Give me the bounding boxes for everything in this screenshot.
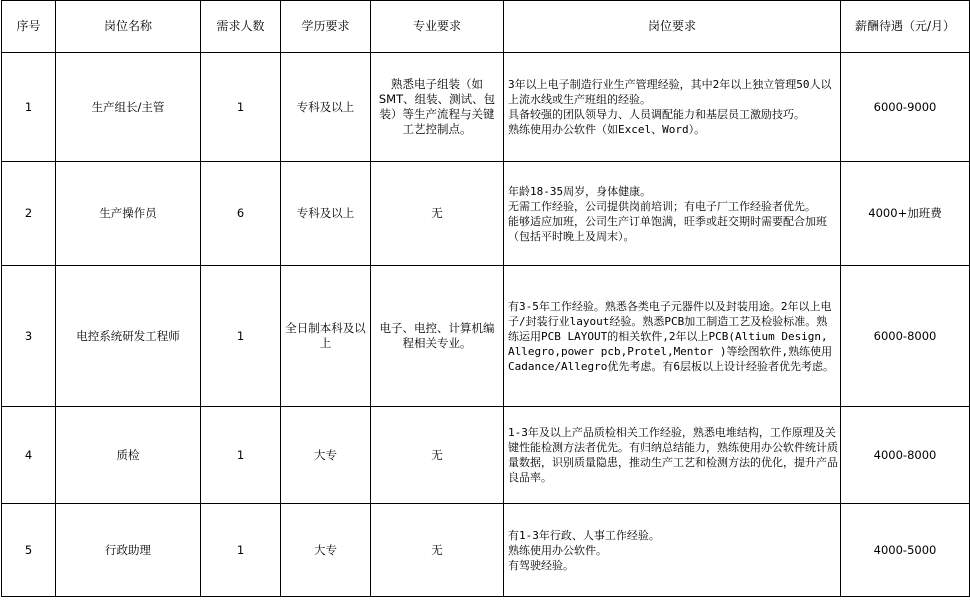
cell-headcount: 6 (201, 162, 281, 266)
cell-salary: 4000-8000 (841, 407, 970, 504)
requirement-line: 有1-3年行政、人事工作经验。 (508, 528, 660, 542)
header-position: 岗位名称 (56, 1, 201, 53)
job-table (1, 0, 970, 597)
requirement-line: 有3-5年工作经验。熟悉各类电子元器件以及封装用途。2年以上电子/封装行业layout经验。熟悉PCB加工制造工艺及检验标准。熟练运用PCB LAYOUT的相关软件,2年以上PCB(Altium Design, Allegro,power pcb,Protel,Mentor )等绘图软件,熟练使用Cadance/Allegro优先考虑。有6层板以上设计经验者优先考虑。 (508, 299, 834, 373)
requirement-line: 3年以上电子制造行业生产管理经验，其中2年以上独立管理50人以上流水线或生产班组的经验。 (508, 78, 832, 106)
cell-headcount: 1 (201, 266, 281, 407)
requirement-line: 有驾驶经验。 (508, 558, 574, 572)
cell-major: 熟悉电子组装（如SMT、组装、测试、包装）等生产流程与关键工艺控制点。 (371, 53, 504, 162)
cell-requirements (504, 162, 841, 266)
header-headcount: 需求人数 (201, 1, 281, 53)
requirement-line: 1-3年及以上产品质检相关工作经验，熟悉电堆结构，工作原理及关键性能检测方法者优先。有归纳总结能力，熟练使用办公软件统计质量数据，识别质量隐患，推动生产工艺和检测方法的优化，提升产品良品率。 (508, 426, 838, 484)
cell-major: 无 (371, 407, 504, 504)
requirement-line: 无需工作经验，公司提供岗前培训；有电子厂工作经验者优先。 (508, 199, 816, 213)
cell-education: 大专 (281, 504, 371, 597)
cell-education: 专科及以上 (281, 162, 371, 266)
table-row (2, 504, 970, 597)
table-row (2, 407, 970, 504)
requirement-line: 具备较强的团队领导力、人员调配能力和基层员工激励技巧。 (508, 108, 805, 121)
table-row (2, 53, 970, 162)
cell-salary: 4000+加班费 (841, 162, 970, 266)
table-header-row (2, 1, 970, 53)
cell-salary: 6000-8000 (841, 266, 970, 407)
header-no: 序号 (2, 1, 56, 53)
cell-no: 2 (2, 162, 56, 266)
header-requirements: 岗位要求 (504, 1, 841, 53)
requirement-line: 能够适应加班，公司生产订单饱满，旺季或赶交期时需要配合加班（包括平时晚上及周末）。 (508, 214, 827, 243)
cell-headcount: 1 (201, 407, 281, 504)
cell-requirements (504, 504, 841, 597)
cell-salary: 4000-5000 (841, 504, 970, 597)
cell-position: 生产组长/主管 (56, 53, 201, 162)
header-education: 学历要求 (281, 1, 371, 53)
cell-requirements (504, 407, 841, 504)
header-major: 专业要求 (371, 1, 504, 53)
cell-education: 大专 (281, 407, 371, 504)
cell-no: 5 (2, 504, 56, 597)
cell-position: 电控系统研发工程师 (56, 266, 201, 407)
cell-major: 电子、电控、计算机编程相关专业。 (371, 266, 504, 407)
cell-requirements (504, 266, 841, 407)
requirement-line: 熟练使用办公软件（如Excel、Word）。 (508, 123, 706, 136)
cell-education: 全日制本科及以上 (281, 266, 371, 407)
cell-requirements (504, 53, 841, 162)
cell-major: 无 (371, 504, 504, 597)
cell-no: 3 (2, 266, 56, 407)
cell-position: 质检 (56, 407, 201, 504)
cell-no: 4 (2, 407, 56, 504)
cell-salary: 6000-9000 (841, 53, 970, 162)
cell-position: 行政助理 (56, 504, 201, 597)
cell-no: 1 (2, 53, 56, 162)
requirement-line: 年龄18-35周岁，身体健康。 (508, 184, 652, 198)
cell-position: 生产操作员 (56, 162, 201, 266)
cell-headcount: 1 (201, 504, 281, 597)
requirement-line: 熟练使用办公软件。 (508, 543, 607, 557)
cell-education: 专科及以上 (281, 53, 371, 162)
cell-major: 无 (371, 162, 504, 266)
cell-headcount: 1 (201, 53, 281, 162)
table-row (2, 162, 970, 266)
header-salary: 薪酬待遇（元/月） (841, 1, 970, 53)
table-row (2, 266, 970, 407)
